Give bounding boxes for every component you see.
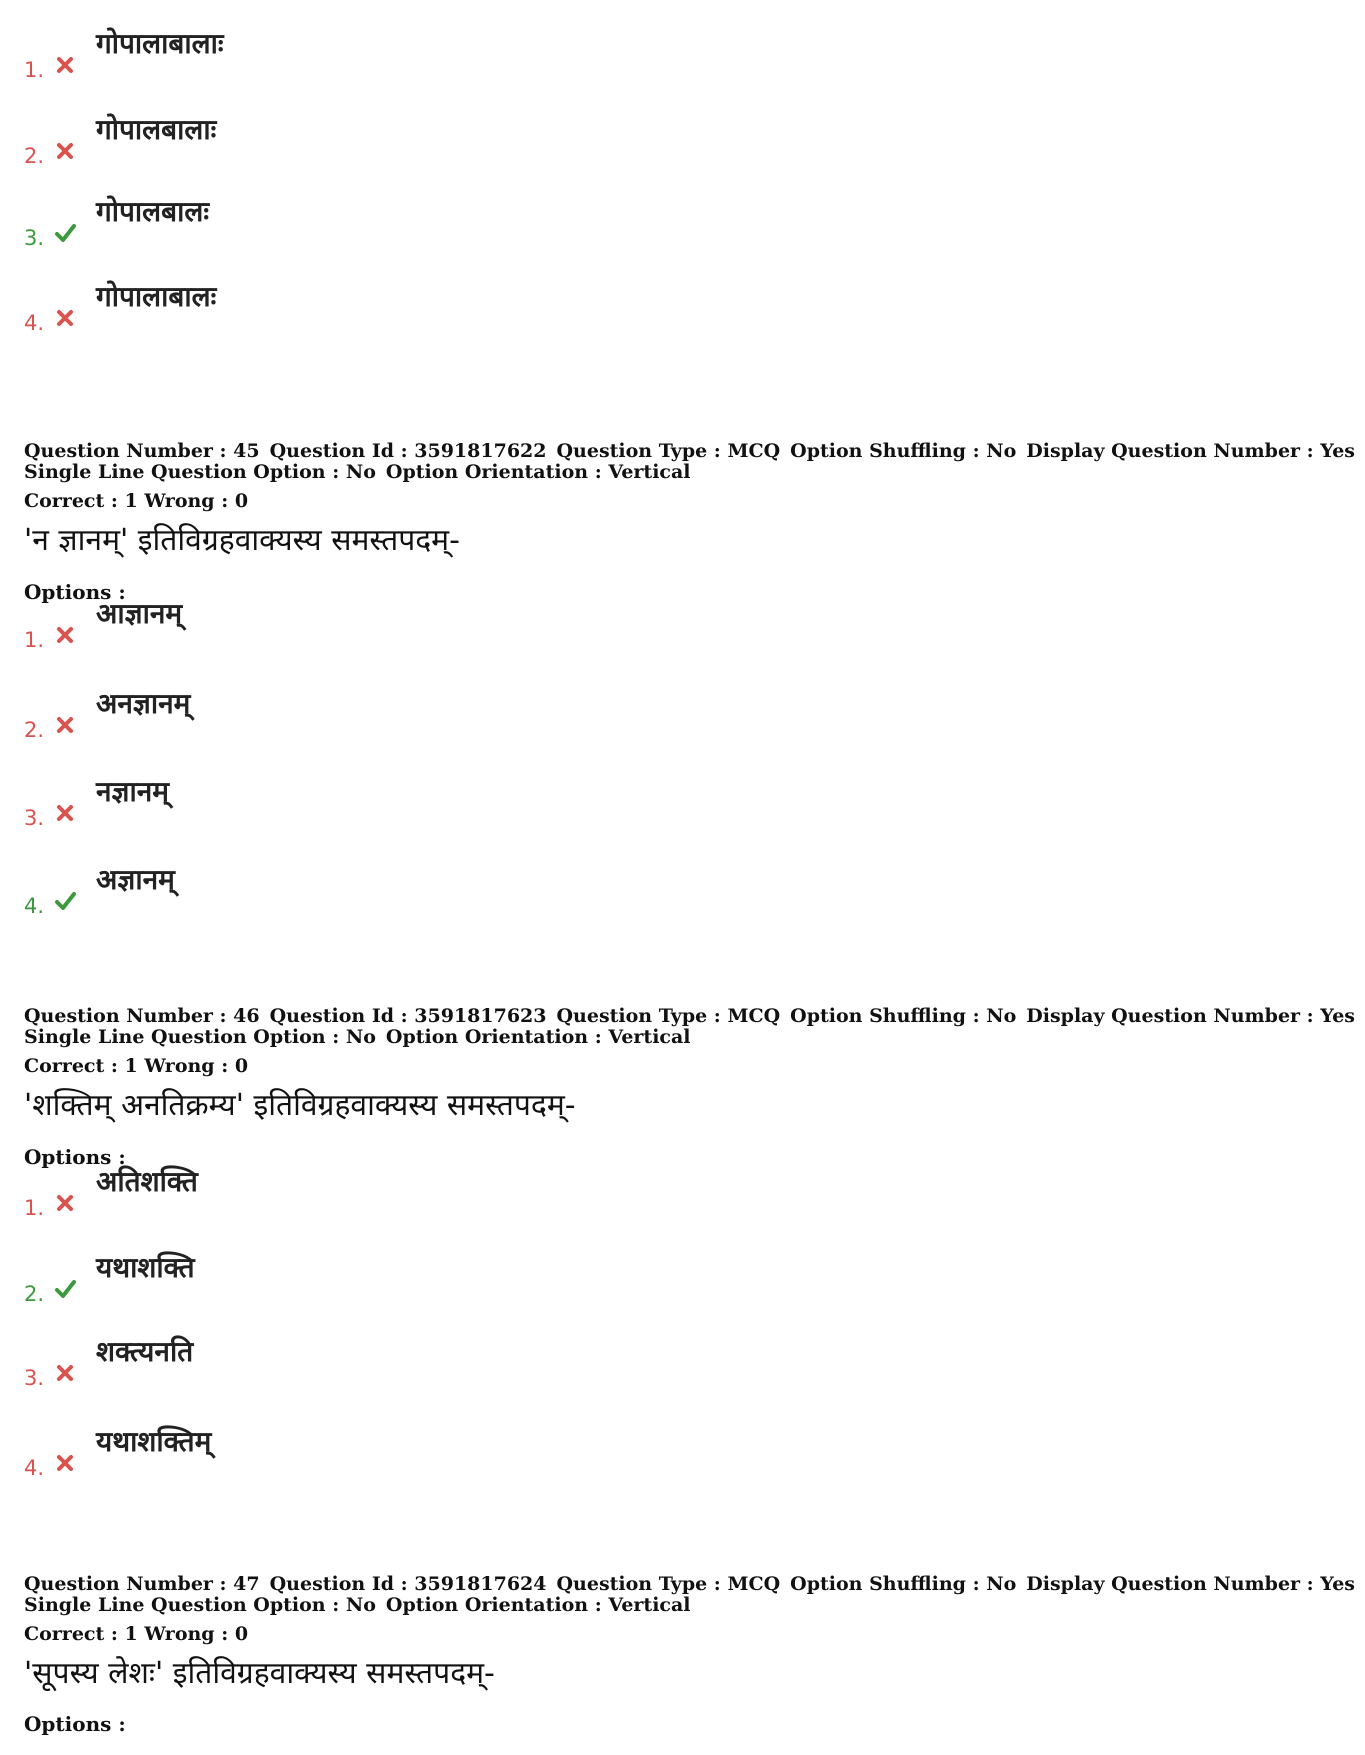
option-text: अज्ञानम् [96, 863, 175, 896]
option-text: अतिशक्ति [96, 1165, 198, 1198]
cross-icon [54, 1362, 76, 1384]
option-number: 4. [24, 1456, 45, 1480]
cross-icon [54, 802, 76, 824]
check-icon [54, 1278, 76, 1300]
cross-icon [54, 624, 76, 646]
question-text: 'शक्तिम् अनतिक्रम्य' इतिविग्रहवाक्यस्य समस्तपदम्- [24, 1088, 576, 1123]
option-text: अनज्ञानम् [96, 687, 191, 720]
question-text: 'न ज्ञानम्' इतिविग्रहवाक्यस्य समस्तपदम्- [24, 523, 460, 558]
option-number: 3. [24, 1366, 45, 1390]
option-text: गोपालाबालः [96, 280, 217, 313]
cross-icon [54, 714, 76, 736]
option-number: 2. [24, 144, 45, 168]
cross-icon [54, 1192, 76, 1214]
option-text: यथाशक्ति [96, 1251, 195, 1284]
check-icon [54, 222, 76, 244]
score-line: Correct : 1 Wrong : 0 [24, 1055, 249, 1077]
score-line: Correct : 1 Wrong : 0 [24, 490, 249, 512]
question-meta-line1: Question Number : 47 Question Id : 3591817624 Question Type : MCQ Option Shuffling : No Display Question Number : Yes [24, 1573, 1355, 1595]
option-number: 3. [24, 226, 45, 250]
cross-icon [54, 54, 76, 76]
option-number: 1. [24, 628, 45, 652]
option-number: 3. [24, 806, 45, 830]
options-label: Options : [24, 1145, 126, 1169]
question-meta-line2: Single Line Question Option : No Option Orientation : Vertical [24, 461, 691, 483]
option-number: 4. [24, 311, 45, 335]
option-text: नज्ञानम् [96, 775, 170, 808]
options-label: Options : [24, 580, 126, 604]
options-label: Options : [24, 1712, 126, 1736]
question-text: 'सूपस्य लेशः' इतिविग्रहवाक्यस्य समस्तपदम्- [24, 1656, 495, 1691]
question-meta-line1: Question Number : 46 Question Id : 3591817623 Question Type : MCQ Option Shuffling : No Display Question Number : Yes [24, 1005, 1355, 1027]
option-text: गोपालबालः [96, 195, 210, 228]
option-text: गोपालाबालाः [96, 27, 224, 60]
option-number: 1. [24, 1196, 45, 1220]
option-number: 2. [24, 718, 45, 742]
option-number: 1. [24, 58, 45, 82]
option-text: गोपालबालाः [96, 113, 217, 146]
option-text: यथाशक्तिम् [96, 1425, 212, 1458]
cross-icon [54, 140, 76, 162]
cross-icon [54, 1452, 76, 1474]
check-icon [54, 890, 76, 912]
question-meta-line1: Question Number : 45 Question Id : 3591817622 Question Type : MCQ Option Shuffling : No Display Question Number : Yes [24, 440, 1355, 462]
question-meta-line2: Single Line Question Option : No Option Orientation : Vertical [24, 1594, 691, 1616]
score-line: Correct : 1 Wrong : 0 [24, 1623, 249, 1645]
question-meta-line2: Single Line Question Option : No Option Orientation : Vertical [24, 1026, 691, 1048]
cross-icon [54, 307, 76, 329]
option-text: आज्ञानम् [96, 597, 183, 630]
option-number: 2. [24, 1282, 45, 1306]
option-text: शक्त्यनति [96, 1335, 194, 1368]
option-number: 4. [24, 894, 45, 918]
